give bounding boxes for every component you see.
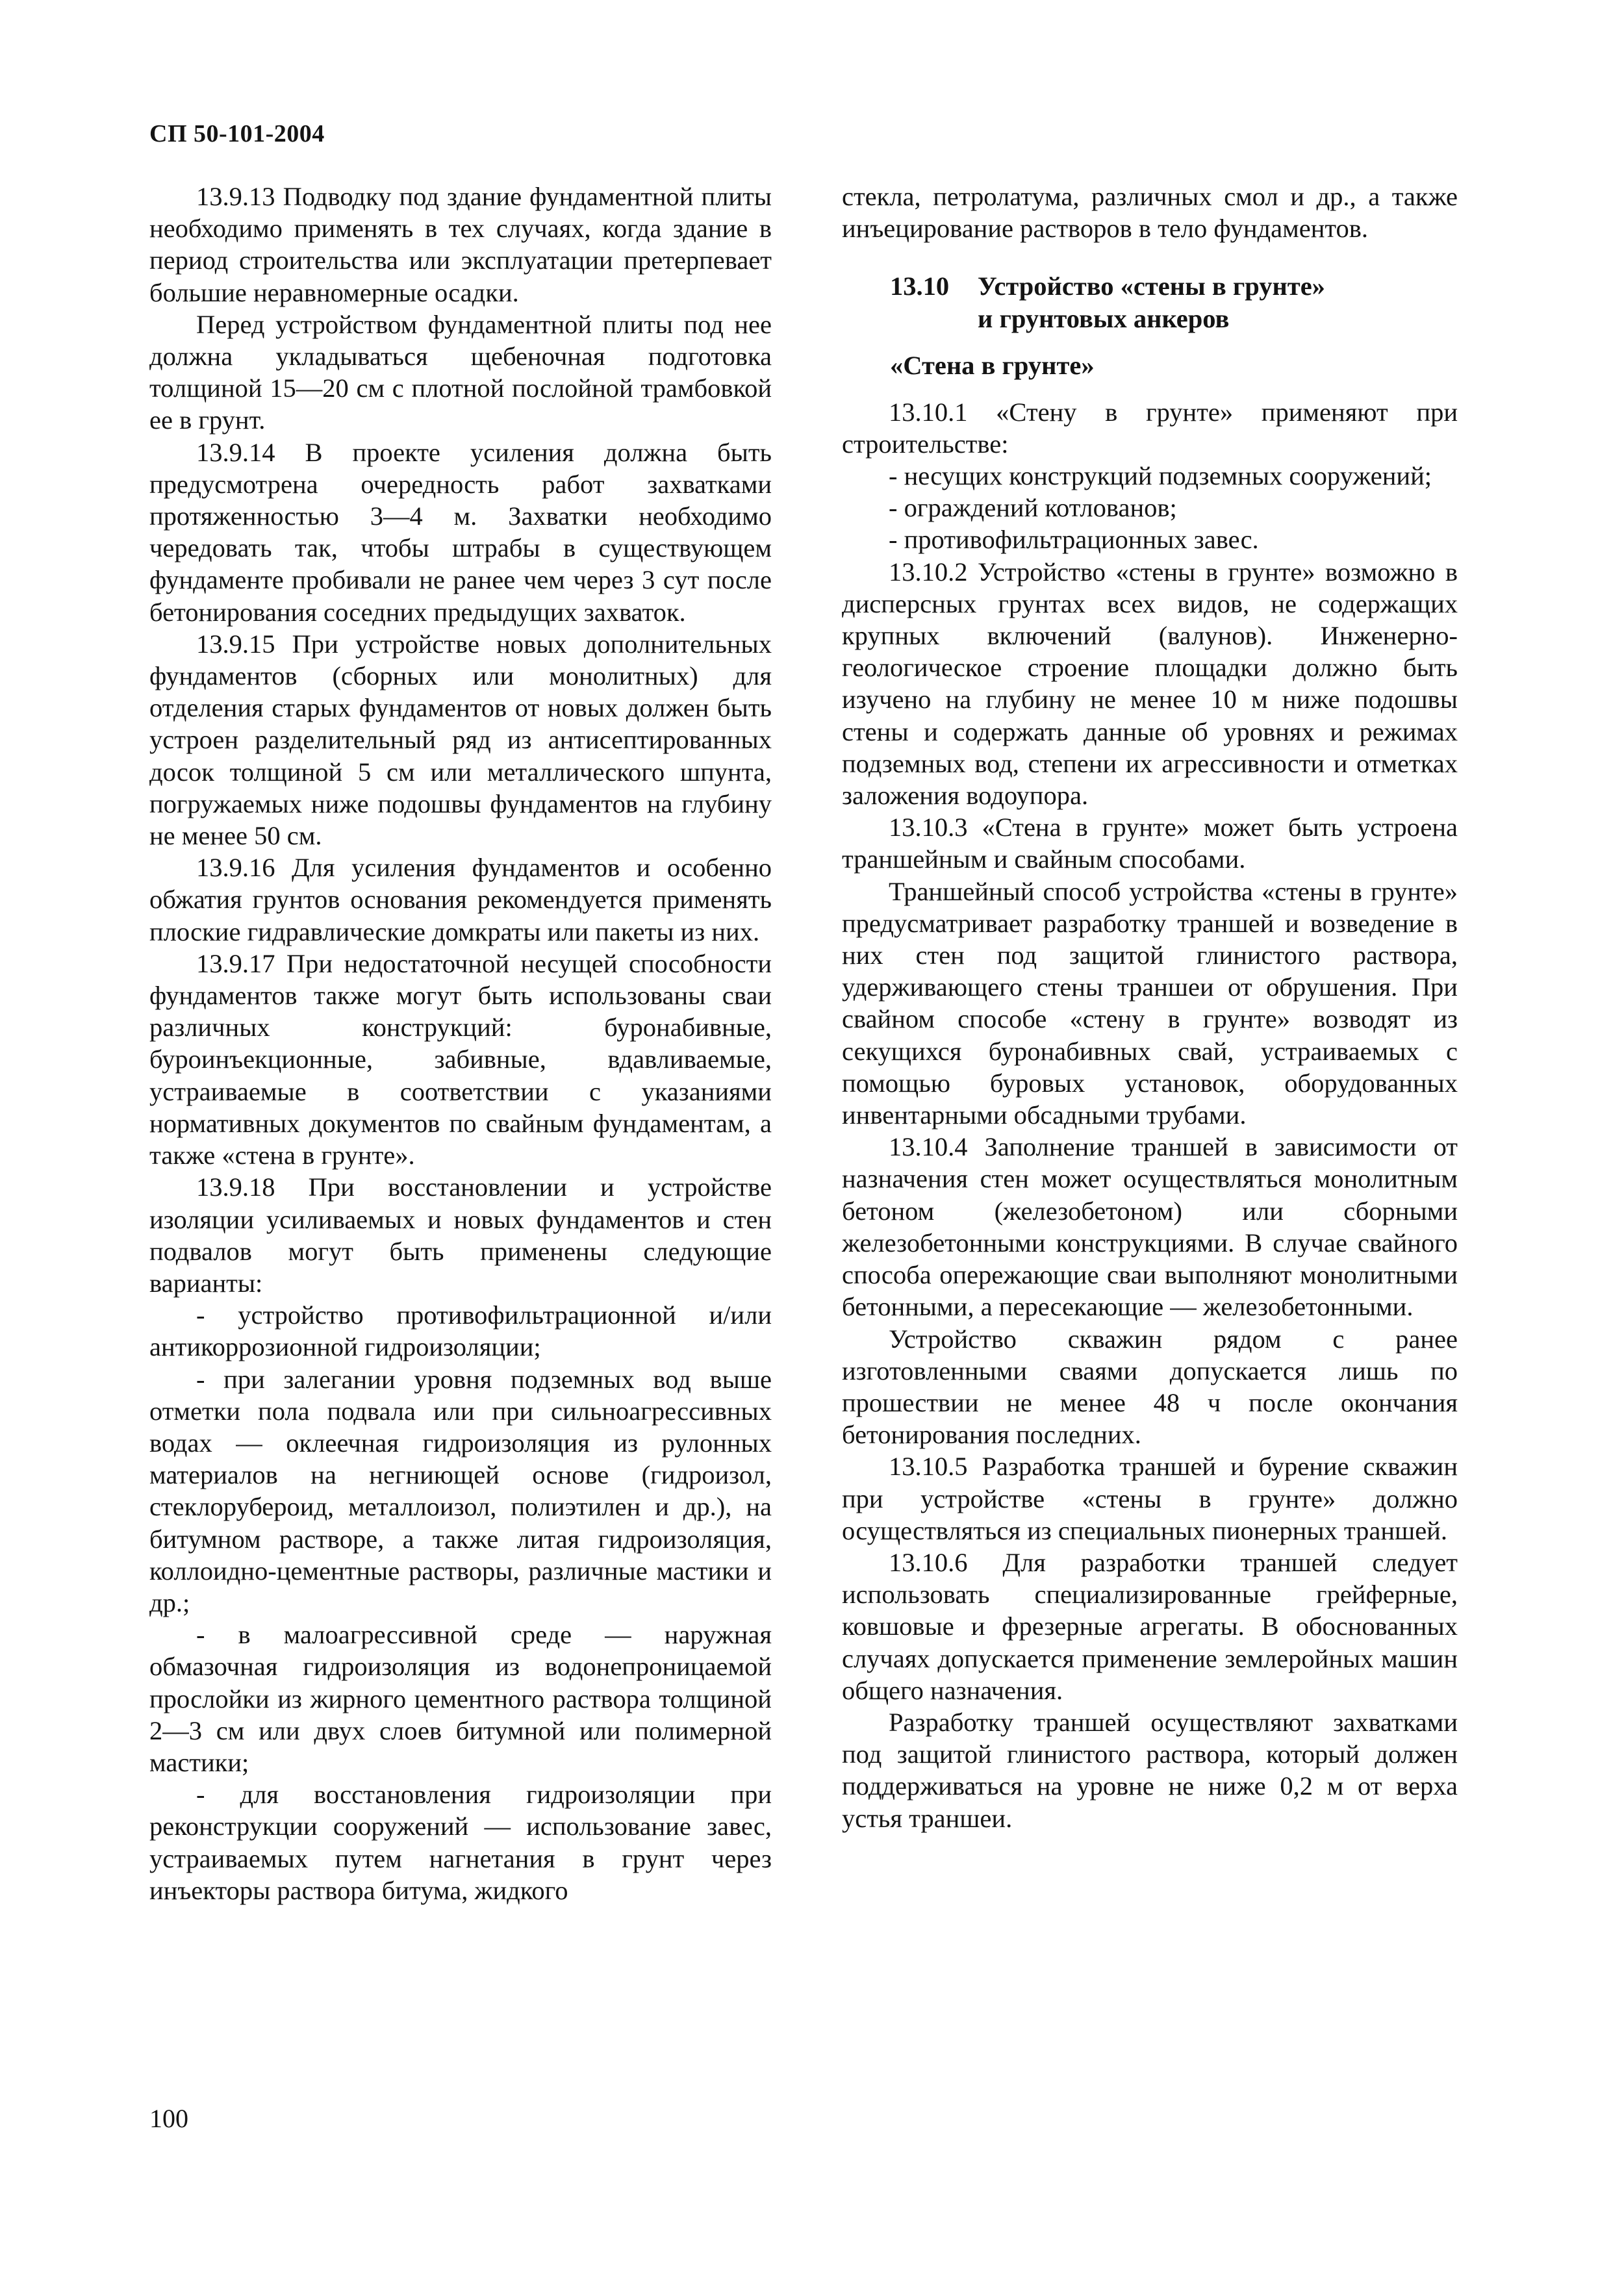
paragraph-continuation: стекла, петролатума, различных смол и др., а также инъецирование растворов в тело фундаментов. (842, 182, 1458, 244)
list-item-pit-enclosures: - ограждений котлованов; (889, 493, 1177, 523)
paragraph-13-9-18: 13.9.18 При восстановлении и устройстве изоляции усиливаемых и новых фундаментов и стен подвалов могут быть применены следующие варианты: (149, 1172, 772, 1298)
paragraph-13-10-4: 13.10.4 Заполнение траншей в зависимости от назначения стен может осуществляться монолитным бетоном (железобетоном) или сборными железобетонными конструкциями. В случае свайного способа опережающие сваи выполняют монолитными бетонными, а пересекающие — железобетонными. (842, 1132, 1458, 1322)
list-item-waterproofing-1: - устройство противофильтрационной и/или антикоррозионной гидроизоляции; (149, 1300, 772, 1362)
paragraph-13-9-16: 13.9.16 Для усиления фундаментов и особенно обжатия грунтов основания рекомендуется применять плоские гидравлические домкраты или пакеты из них. (149, 853, 772, 946)
paragraph-trench-excavation: Разработку траншей осуществляют захватками под защитой глинистого раствора, который должен поддерживаться на уровне не ниже 0,2 м от верха устья траншеи. (842, 1707, 1458, 1833)
paragraph-13-10-5: 13.10.5 Разработка траншей и бурение скважин при устройстве «стены в грунте» должно осуществляться из специальных пионерных траншей. (842, 1452, 1458, 1545)
paragraph-13-9-17: 13.9.17 При недостаточной несущей способности фундаментов также могут быть использованы сваи различных конструкций: буронабивные, буроинъекционные, забивные, вдавливаемые, устраиваемые в соответствии с указаниями нормативных документов по свайным фундаментам, а также «стена в грунте». (149, 948, 772, 1170)
paragraph-13-10-1: 13.10.1 «Стену в грунте» применяют при строительстве: (842, 397, 1458, 459)
left-column (149, 181, 772, 1906)
subsection-title: «Стена в грунте» (890, 351, 1095, 381)
document-header: СП 50-101-2004 (149, 120, 325, 147)
paragraph-trench-method: Траншейный способ устройства «стены в грунте» предусматривает разработку траншей и возведение в них стен под защитой глинистого раствора, удерживающего стены траншеи от обрушения. При свайном способе «стену в грунте» возводят из секущихся буронабивных свай, устраиваемых с помощью буровых установок, оборудованных инвентарными обсадными трубами. (842, 876, 1458, 1130)
list-item-load-bearing: - несущих конструкций подземных сооружений; (889, 461, 1432, 491)
list-item-waterproofing-4: - для восстановления гидроизоляции при реконструкции сооружений — использование завес, устраиваемых путем нагнетания в грунт через инъекторы раствора битума, жидкого (149, 1780, 772, 1905)
section-title-line2: и грунтовых анкеров (978, 304, 1230, 334)
paragraph-13-10-2: 13.10.2 Устройство «стены в грунте» возможно в дисперсных грунтах всех видов, не содержащих крупных включений (валунов). Инженерно-геологическое строение площадки должно быть изучено на глубину не менее 10 м ниже подошвы стены и содержать данные об уровнях и режимах подземных вод, степени их агрессивности и отметках заложения водоупора. (842, 557, 1458, 811)
list-item-waterproofing-3: - в малоагрессивной среде — наружная обмазочная гидроизоляция из водонепроницаемой прослойки из жирного цементного раствора толщиной 2—3 см или двух слоев битумной или полимерной мастики; (149, 1620, 772, 1777)
list-item-waterproofing-2: - при залегании уровня подземных вод выше отметки пола подвала или при сильноагрессивных водах — оклеечная гидроизоляция из рулонных материалов на негниющей основе (гидроизол, стеклорубероид, металлоизол, полиэтилен и др.), на битумном растворе, а также литая гидроизоляция, коллоидно-цементные растворы, различные мастики и др.; (149, 1364, 772, 1617)
section-number: 13.10 (890, 272, 950, 301)
paragraph-13-10-6: 13.10.6 Для разработки траншей следует использовать специализированные грейферные, ковшовые и фрезерные агрегаты. В обоснованных случаях допускается применение землеройных машин общего назначения. (842, 1547, 1458, 1705)
paragraph-13-10-3: 13.10.3 «Стена в грунте» может быть устроена траншейным и свайным способами. (842, 813, 1458, 874)
list-item-cutoff-curtains: - противофильтрационных завес. (889, 525, 1259, 555)
right-column (842, 181, 1458, 1834)
paragraph-13-9-13: 13.9.13 Подводку под здание фундаментной плиты необходимо применять в тех случаях, когда здание в период строительства или эксплуатации претерпевает большие неравномерные осадки. (149, 182, 772, 307)
page-number: 100 (149, 2104, 188, 2133)
paragraph-13-9-15: 13.9.15 При устройстве новых дополнительных фундаментов (сборных или монолитных) для отделения старых фундаментов от новых должен быть устроен разделительный ряд из антисептированных досок толщиной 5 см или металлического шпунта, погружаемых ниже подошвы фундаментов на глубину не менее 50 см. (149, 629, 772, 851)
paragraph-foundation-slab-prep: Перед устройством фундаментной плиты под нее должна укладываться щебеночная подготовка толщиной 15—20 см с плотной послойной трамбовкой ее в грунт. (149, 309, 772, 435)
paragraph-borehole-timing: Устройство скважин рядом с ранее изготовленными сваями допускается лишь по прошествии не менее 48 ч после окончания бетонирования последних. (842, 1324, 1458, 1450)
section-title-13-10 (890, 270, 1458, 335)
section-title-line1: Устройство «стены в грунте» (978, 272, 1325, 301)
paragraph-13-9-14: 13.9.14 В проекте усиления должна быть предусмотрена очередность работ захватками протяженностью 3—4 м. Захватки необходимо чередовать так, чтобы штрабы в существующем фундаменте пробивали не ранее чем через 3 сут после бетонирования соседних предыдущих захваток. (149, 437, 772, 627)
